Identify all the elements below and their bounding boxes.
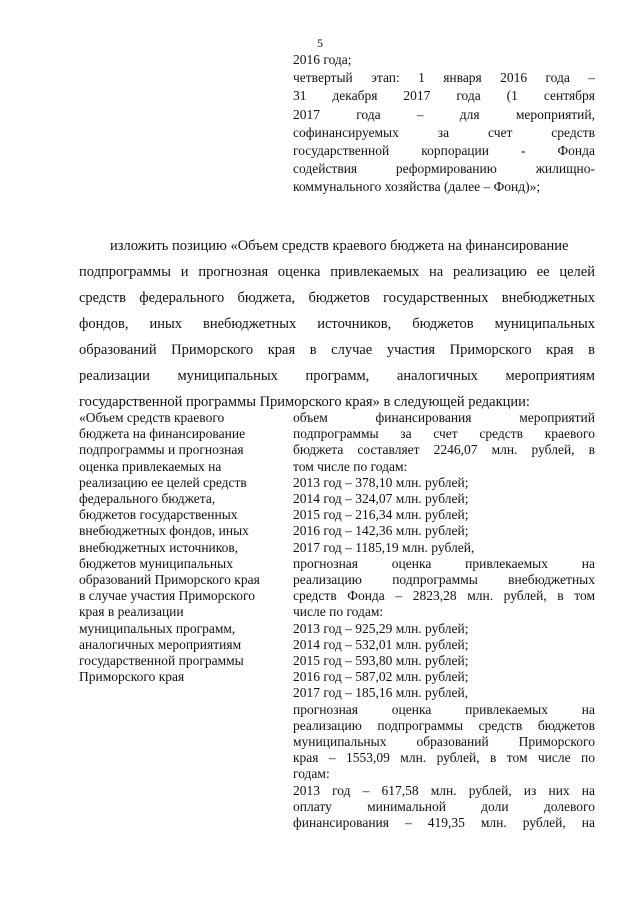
funding-line: муниципальных образований Приморского xyxy=(293,734,595,750)
funding-line: средств Фонда – 2823,28 млн. рублей, в том xyxy=(293,588,595,604)
funding-line: 2015 год – 216,34 млн. рублей; xyxy=(293,507,469,523)
position-title xyxy=(79,410,284,685)
funding-line: 2013 год – 925,29 млн. рублей; xyxy=(293,620,469,636)
funding-line: 2015 год – 593,80 млн. рублей; xyxy=(293,653,469,669)
position-title-line: в случае участия Приморского xyxy=(79,588,255,604)
paragraph-line: подпрограммы и прогнозная оценка привлекаемых на реализацию ее целей xyxy=(79,264,595,280)
position-title-line: бюджетов муниципальных xyxy=(79,555,233,571)
position-title-line: реализацию ее целей средств xyxy=(79,474,247,490)
position-title-line: бюджета на финансирование xyxy=(79,426,246,442)
position-title-line: внебюджетных источников, xyxy=(79,539,239,555)
position-title-line: государственной программы xyxy=(79,653,244,669)
amendment-paragraph xyxy=(79,233,595,415)
funding-line: 2016 год – 587,02 млн. рублей; xyxy=(293,669,469,685)
funding-line: финансирования – 419,35 млн. рублей, на xyxy=(293,815,595,831)
position-title-line: оценка привлекаемых на xyxy=(79,458,222,474)
paragraph-line: реализации муниципальных программ, аналогичных мероприятиям xyxy=(79,368,595,384)
funding-line: объем финансирования мероприятий xyxy=(293,410,595,425)
position-title-line: внебюджетных фондов, иных xyxy=(79,523,249,539)
position-title-line: бюджетов государственных xyxy=(79,507,238,523)
paragraph-line: изложить позицию «Объем средств краевого бюджета на финансирование xyxy=(110,238,569,254)
funding-line: числе по годам: xyxy=(293,604,384,620)
funding-line: прогнозная оценка привлекаемых на xyxy=(293,555,595,571)
funding-line: том числе по годам: xyxy=(293,458,408,474)
funding-line: бюджета составляет 2246,07 млн. рублей, в xyxy=(293,442,595,458)
stage-line: 2016 года; xyxy=(293,52,352,67)
paragraph-line: фондов, иных внебюджетных источников, бюджетов муниципальных xyxy=(79,316,595,332)
funding-line: края – 1553,09 млн. рублей, в том числе по xyxy=(293,750,595,766)
paragraph-line: средств федерального бюджета, бюджетов государственных внебюджетных xyxy=(79,290,595,306)
stage-line: государственной корпорации - Фонда xyxy=(293,143,595,159)
funding-line: 2016 год – 142,36 млн. рублей; xyxy=(293,523,469,539)
position-title-line: образований Приморского края xyxy=(79,572,260,588)
funding-details xyxy=(293,410,595,831)
funding-line: прогнозная оценка привлекаемых на xyxy=(293,701,595,717)
position-title-line: «Объем средств краевого xyxy=(79,410,225,425)
funding-line: оплату минимальной доли долевого xyxy=(293,798,595,814)
stage-line: содействия реформированию жилищно- xyxy=(293,161,595,177)
position-title-line: муниципальных программ, xyxy=(79,620,236,636)
stage-description xyxy=(293,51,595,197)
stage-line: четвертый этап: 1 января 2016 года – xyxy=(293,70,595,86)
paragraph-line: государственной программы Приморского края» в следующей редакции: xyxy=(79,394,530,410)
funding-line: реализацию подпрограммы внебюджетных xyxy=(293,572,595,588)
funding-line: подпрограммы за счет средств краевого xyxy=(293,426,595,442)
funding-line: 2014 год – 532,01 млн. рублей; xyxy=(293,636,469,652)
funding-line: годам: xyxy=(293,766,330,782)
stage-line: софинансируемых за счет средств xyxy=(293,124,595,140)
stage-line: 31 декабря 2017 года (1 сентября xyxy=(293,88,595,104)
position-title-line: Приморского края xyxy=(79,669,185,685)
position-title-line: края в реализации xyxy=(79,604,184,620)
funding-line: 2014 год – 324,07 млн. рублей; xyxy=(293,491,469,507)
position-title-line: аналогичных мероприятиям xyxy=(79,636,242,652)
funding-line: 2013 год – 378,10 млн. рублей; xyxy=(293,474,469,490)
stage-line: коммунального хозяйства (далее – Фонд)»; xyxy=(293,179,541,195)
funding-line: 2013 год – 617,58 млн. рублей, из них на xyxy=(293,782,595,798)
page-number: 5 xyxy=(317,36,323,50)
stage-line: 2017 года – для мероприятий, xyxy=(293,106,595,122)
funding-line: реализацию подпрограммы средств бюджетов xyxy=(293,717,595,733)
paragraph-line: образований Приморского края в случае участия Приморского края в xyxy=(79,342,595,358)
funding-line: 2017 год – 1185,19 млн. рублей, xyxy=(293,539,475,555)
funding-line: 2017 год – 185,16 млн. рублей, xyxy=(293,685,469,701)
position-title-line: федерального бюджета, xyxy=(79,491,216,507)
position-title-line: подпрограммы и прогнозная xyxy=(79,442,244,458)
